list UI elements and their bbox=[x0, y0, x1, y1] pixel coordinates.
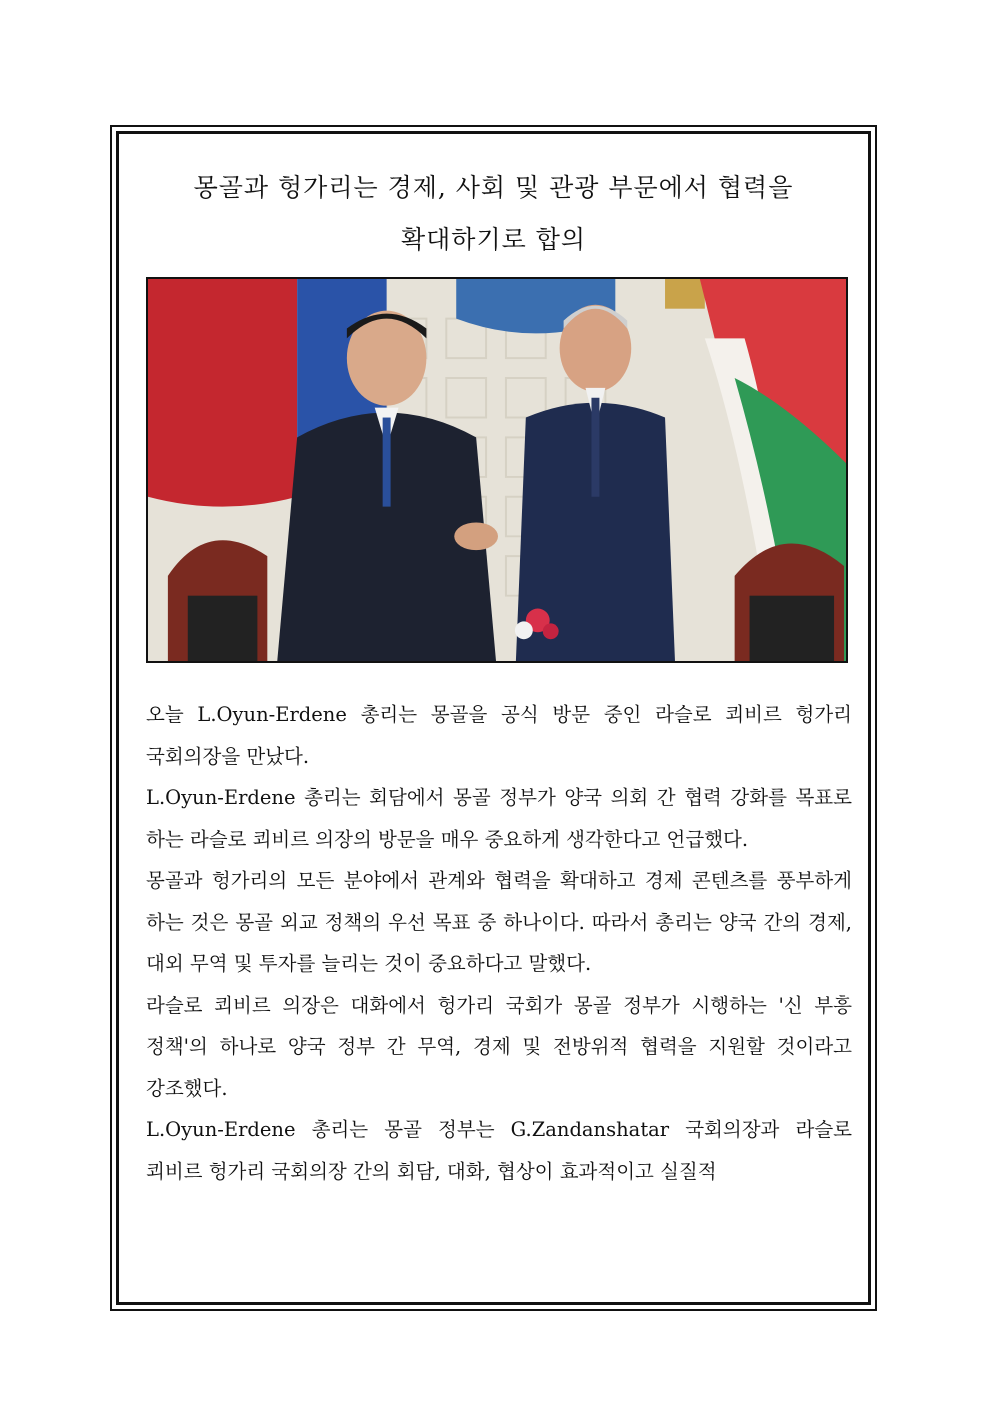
right-chair-seat bbox=[750, 596, 835, 661]
page-inner-border bbox=[116, 131, 871, 1305]
mongolian-flag-red bbox=[148, 279, 297, 507]
emblem-ornament bbox=[665, 279, 705, 309]
title-line-1: 몽골과 헝가리는 경제, 사회 및 관광 부문에서 협력을 bbox=[193, 173, 794, 202]
left-chair-seat bbox=[188, 596, 258, 661]
article-title bbox=[119, 162, 868, 266]
page-outer-border bbox=[110, 125, 877, 1311]
paragraph-3: 몽골과 헝가리의 모든 분야에서 관계와 협력을 확대하고 경제 콘텐츠를 풍부하게 하는 것은 몽골 외교 정책의 우선 목표 중 하나이다. 따라서 총리는 양국 간의 경제, 대외 무역 및 투자를 늘리는 것이 중요하다고 말했다. bbox=[146, 869, 852, 975]
paragraph-1: 오늘 L.Oyun-Erdene 총리는 몽골을 공식 방문 중인 라슬로 쾨비르 헝가리 국회의장을 만났다. bbox=[146, 703, 852, 768]
flower bbox=[515, 621, 533, 639]
handshake bbox=[454, 522, 498, 550]
flower bbox=[543, 623, 559, 639]
paragraph-4: 라슬로 쾨비르 의장은 대화에서 헝가리 국회가 몽골 정부가 시행하는 '신 부흥 정책'의 하나로 양국 정부 간 무역, 경제 및 전방위적 협력을 지원할 것이라고 강조했다. bbox=[146, 993, 852, 1100]
paragraph-5: L.Oyun-Erdene 총리는 몽골 정부는 G.Zandanshatar 국회의장과 라슬로 쾨비르 헝가리 국회의장 간의 회담, 대화, 협상이 효과적이고 실질적 bbox=[146, 1118, 852, 1183]
handshake-photo bbox=[146, 277, 848, 663]
title-line-2: 확대하기로 합의 bbox=[401, 225, 586, 254]
right-person-tie bbox=[591, 398, 599, 497]
paragraph-2: L.Oyun-Erdene 총리는 회담에서 몽골 정부가 양국 의회 간 협력 강화를 목표로 하는 라슬로 쾨비르 의장의 방문을 매우 중요하게 생각한다고 언급했다. bbox=[146, 786, 852, 851]
article-body bbox=[146, 694, 852, 1192]
photo-illustration bbox=[148, 279, 846, 661]
left-person-tie bbox=[383, 418, 391, 507]
